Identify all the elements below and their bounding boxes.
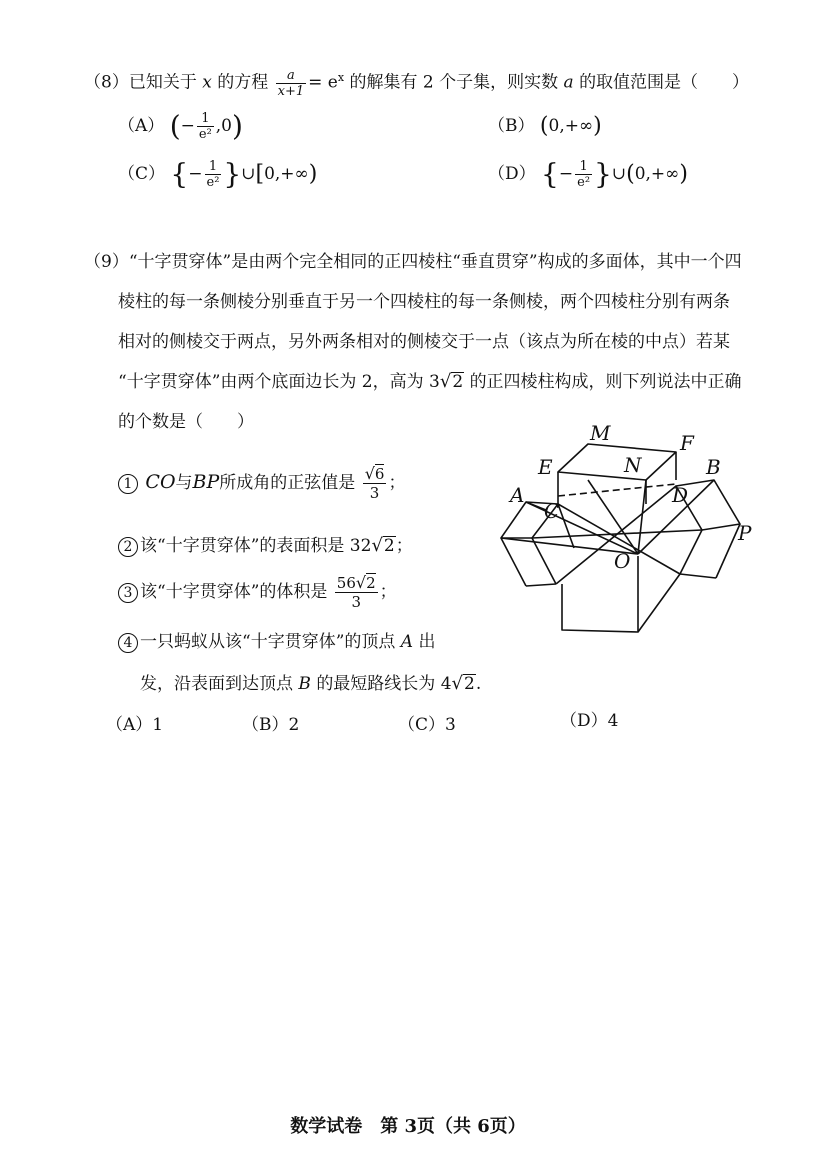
equation-fraction: $\frac{a}{x+1}$ bbox=[277, 67, 305, 99]
label-F: F bbox=[680, 431, 694, 455]
label-O: O bbox=[614, 549, 631, 573]
statement-2: 2 该“十字贯穿体”的表面积是 32√2； bbox=[118, 526, 413, 566]
label-P: P bbox=[738, 521, 752, 545]
q9-option-b: （B）2 bbox=[242, 715, 300, 735]
statement-1: 1 CO与BP所成角的正弦值是 $\frac{√6}{3}$ ； bbox=[118, 458, 405, 506]
q8-option-a: （A） (− $\frac{1}{\text{e²}}$ ,0) bbox=[118, 109, 243, 143]
circled-number-4: 4 bbox=[118, 633, 138, 653]
prism-height: 3√2 bbox=[429, 371, 464, 392]
question-9-line-3: 相对的侧棱交于两点，另外两条相对的侧棱交于一点（该点为所在棱的中点）若某 bbox=[118, 332, 730, 352]
statement-2-value: 32√2 bbox=[349, 535, 395, 556]
q8-option-a-value: (− $\frac{1}{\text{e²}}$ ,0) bbox=[169, 109, 243, 143]
q8-option-b-value: (0,+∞) bbox=[539, 113, 602, 139]
statement-1-value: $\frac{√6}{3}$ bbox=[364, 464, 385, 502]
q8-option-c-value: {− $\frac{1}{\text{e²}}$ }∪[0,+∞) bbox=[170, 157, 318, 191]
label-A: A bbox=[510, 483, 525, 507]
label-N: N bbox=[624, 453, 642, 477]
question-9-line-2: 棱柱的每一条侧棱分别垂直于另一个四棱柱的每一条侧棱，两个四棱柱分别有两条 bbox=[118, 292, 730, 312]
q9-option-c: （C）3 bbox=[398, 715, 456, 735]
q8-option-d: （D） {− $\frac{1}{\text{e²}}$ }∪(0,+∞) bbox=[488, 157, 688, 191]
question-8-number: （8） bbox=[84, 72, 129, 93]
label-M: M bbox=[590, 421, 611, 445]
q8-option-b: （B） (0,+∞) bbox=[488, 113, 602, 139]
label-D: D bbox=[672, 483, 689, 507]
statement-4-line-1: 4 一只蚂蚁从该“十字贯穿体”的顶点 A 出 bbox=[118, 622, 435, 662]
statement-4-value: 4√2 bbox=[440, 673, 475, 694]
q9-option-d: （D）4 bbox=[560, 711, 619, 731]
cross-solid-figure bbox=[496, 418, 796, 644]
label-C: C bbox=[544, 499, 560, 523]
top-face bbox=[558, 444, 676, 480]
statement-3: 3 该“十字贯穿体”的体积是 $\frac{56√2}{3}$ ； bbox=[118, 568, 397, 616]
question-9-line-5: 的个数是（ ） bbox=[118, 412, 254, 432]
question-9-line-4: “十字贯穿体”由两个底面边长为 2，高为 3√2 的正四棱柱构成，则下列说法中正确 bbox=[118, 371, 742, 392]
page-footer: 数学试卷 第 3页（共 6页） bbox=[290, 1116, 526, 1137]
q8-option-d-value: {− $\frac{1}{\text{e²}}$ }∪(0,+∞) bbox=[541, 157, 688, 191]
circled-number-2: 2 bbox=[118, 537, 138, 557]
circled-number-3: 3 bbox=[118, 583, 138, 603]
question-9-line-1: （9）“十字贯穿体”是由两个完全相同的正四棱柱“垂直贯穿”构成的多面体，其中一个四 bbox=[84, 252, 742, 272]
statement-4-line-2: 发，沿表面到达顶点 B 的最短路线长为 4√2. bbox=[140, 673, 482, 694]
label-B: B bbox=[706, 455, 721, 479]
question-8-stem: （8）已知关于 x 的方程 $\frac{a}{x+1}$ = $e^x$ 的解集有 2 个子集，则实数 a 的取值范围是（ ） bbox=[84, 67, 750, 99]
label-E: E bbox=[538, 455, 553, 479]
circled-number-1: 1 bbox=[118, 474, 138, 494]
q8-option-c: （C） {− $\frac{1}{\text{e²}}$ }∪[0,+∞) bbox=[118, 157, 318, 191]
question-9-number: （9） bbox=[84, 252, 129, 272]
statement-3-value: $\frac{56√2}{3}$ bbox=[336, 573, 376, 611]
q9-option-a: （A）1 bbox=[106, 715, 164, 735]
